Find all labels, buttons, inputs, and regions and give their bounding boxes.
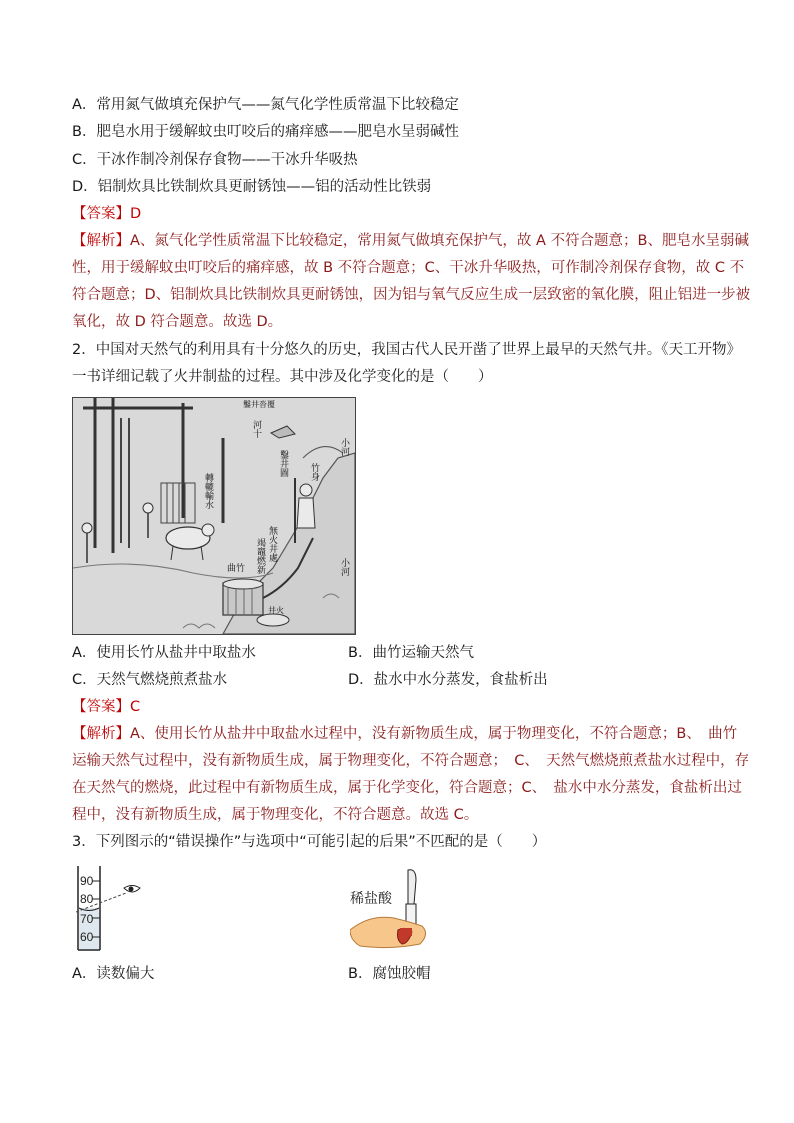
q1-option-c: C．干冰作制冷剂保存食物——干冰升华吸热 (72, 152, 358, 168)
answer-label: 【答案】 (72, 699, 130, 715)
q1-analysis-line-2: 性，用于缓解蚊虫叮咬后的痛痒感，故 B 不符合题意；C、干冰升华吸热，可作制冷剂保存食物，故 C 不 (72, 260, 745, 276)
q2-analysis-line-1 (72, 724, 737, 744)
q2-option-c: C．天然气燃烧煎煮盐水 (72, 672, 228, 688)
q2-analysis-line-3: 在天然气的燃烧，此过程中有新物质生成，属于化学变化，符合题意；C、 盐水中水分蒸发，食盐析出过 (72, 780, 742, 796)
analysis-text: A、使用长竹从盐井中取盐水过程中，没有新物质生成，属于物理变化，不符合题意；B、 曲竹 (130, 726, 738, 742)
dropper-figure (350, 868, 430, 952)
q2-option-a: A．使用长竹从盐井中取盐水 (72, 645, 256, 661)
analysis-text: A、氮气化学性质常温下比较稳定，常用氮气做填充保护气，故 A 不符合题意；B、肥皂水呈弱碱 (130, 233, 750, 249)
q1-analysis-line-1 (72, 231, 749, 251)
q3-stem: 3．下列图示的“错误操作”与选项中“可能引起的后果”不匹配的是（ ） (72, 834, 547, 850)
q1-option-b: B．肥皂水用于缓解蚊虫叮咬后的痛痒感——肥皂水呈弱碱性 (72, 124, 459, 140)
illustration-small-river-label-2: 小河 (339, 558, 349, 576)
cylinder-tick-80: 80 (80, 892, 94, 906)
acid-label: 稀盐酸 (350, 890, 392, 906)
q2-analysis-line-2: 运输天然气过程中，没有新物质生成，属于物理变化，不符合题意； C、 天然气燃烧煎煮盐水过程中，存 (72, 753, 750, 769)
q3-option-a: A．读数偏大 (72, 966, 155, 982)
illustration-fire-well-label: 井火 (268, 606, 284, 615)
answer-value: C (130, 699, 141, 715)
q1-option-d: D．铝制炊具比铁制炊具更耐锈蚀——铝的活动性比铁弱 (72, 179, 432, 195)
cylinder-tick-60: 60 (80, 930, 94, 944)
q1-analysis-line-3: 符合题意；D、铝制炊具比铁制炊具更耐锈蚀，因为铝与氧气反应生成一层致密的氧化膜，阻止铝进一步被 (72, 287, 751, 303)
illustration-bamboo-label: 竹身 (309, 463, 319, 481)
analysis-label: 【解析】 (72, 726, 130, 742)
q2-analysis-line-4: 程中，没有新物质生成，属于物理变化，不符合题意。故选 C。 (72, 807, 479, 823)
illustration-well-label: 鑿井圖 (278, 450, 288, 477)
answer-label: 【答案】 (72, 206, 130, 222)
salt-well-illustration (72, 397, 356, 635)
illustration-cook-label: 竭竈燃新 (255, 538, 265, 574)
illustration-fire-label: 無火井處 (267, 526, 277, 562)
cylinder-tick-90: 90 (80, 874, 94, 888)
q1-answer (72, 204, 141, 224)
cylinder-tick-70: 70 (80, 912, 94, 926)
q2-stem-line-2: 一书详细记载了火井制盐的过程。其中涉及化学变化的是（ ） (72, 369, 493, 385)
illustration-note-label: 轉轆輸水 (203, 473, 213, 509)
q2-answer (72, 697, 140, 717)
illustration-top-label: 鑿井沓覆 (243, 400, 275, 409)
q1-option-a: A．常用氮气做填充保护气——氮气化学性质常温下比较稳定 (72, 97, 459, 113)
illustration-small-river-label-1: 小河 (339, 438, 349, 456)
salt-well-drawing (73, 398, 355, 634)
illustration-river-label: 河十 (251, 420, 261, 438)
graduated-cylinder-figure (76, 866, 146, 952)
q2-option-b: B．曲竹运输天然气 (348, 645, 474, 661)
answer-value: D (130, 206, 142, 222)
q2-option-d: D．盐水中水分蒸发，食盐析出 (348, 672, 548, 688)
q3-option-b: B．腐蚀胶帽 (348, 966, 431, 982)
dropper-drawing (350, 868, 430, 952)
illustration-pipe-label: 曲竹 (227, 564, 246, 574)
q2-stem-line-1: 2．中国对天然气的利用具有十分悠久的历史，我国古代人民开凿了世界上最早的天然气井。《天工开物》 (72, 342, 741, 358)
analysis-label: 【解析】 (72, 233, 130, 249)
q1-analysis-line-4: 氧化，故 D 符合题意。故选 D。 (72, 314, 283, 330)
